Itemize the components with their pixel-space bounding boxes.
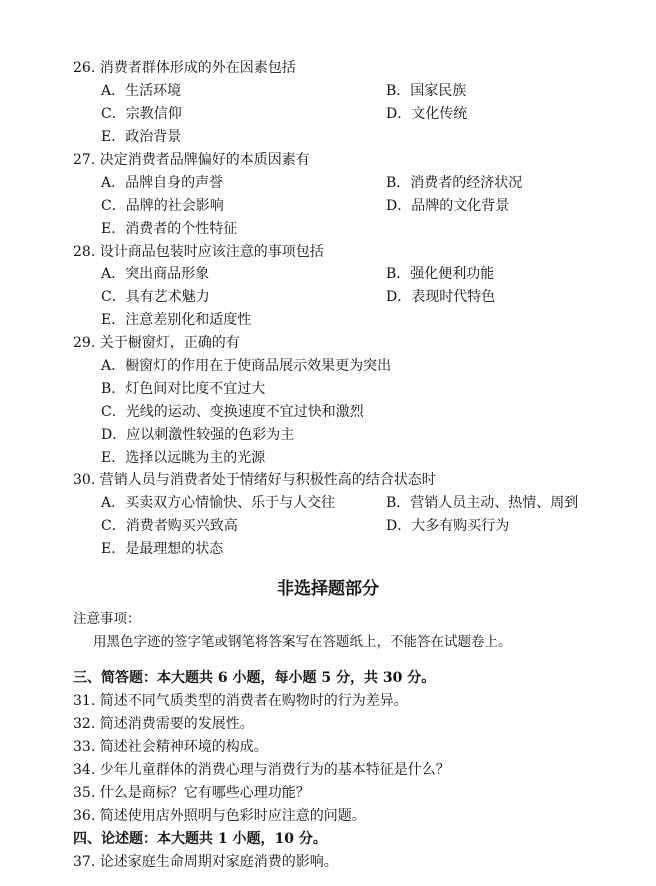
- part-3-heading: 三、简答题：本大题共 6 小题，每小题 5 分，共 30 分。: [73, 670, 436, 686]
- question-text: 简述使用店外照明与色彩时应注意的问题。: [99, 808, 366, 824]
- option-b: B．消费者的经济状况: [386, 175, 523, 191]
- option-b: B．灯色间对比度不宜过大: [101, 381, 266, 397]
- option-d: D．应以刺激性较强的色彩为主: [101, 427, 295, 443]
- option-c: C．宗教信仰: [101, 106, 182, 122]
- question-37: [73, 853, 338, 871]
- question-stem: 决定消费者品牌偏好的本质因素有: [99, 152, 310, 168]
- question-text: 简述消费需要的发展性。: [99, 716, 254, 732]
- option-e: E．政治背景: [101, 129, 182, 145]
- question-text: 什么是商标？它有哪些心理功能？: [99, 785, 310, 801]
- option-e: E．消费者的个性特征: [101, 221, 238, 237]
- question-36: [73, 807, 366, 825]
- option-d: D．大多有购买行为: [386, 518, 510, 534]
- question-number: 31.: [73, 693, 96, 709]
- part-4-heading: 四、论述题：本大题共 1 小题，10 分。: [73, 831, 327, 847]
- question-number: 34.: [73, 762, 96, 778]
- option-c: C．消费者购买兴致高: [101, 518, 238, 534]
- question-28: [73, 243, 324, 261]
- section-title: 非选择题部分: [277, 579, 379, 599]
- question-31: [73, 692, 408, 710]
- option-d: D．文化传统: [386, 106, 468, 122]
- option-d: D．品牌的文化背景: [386, 198, 510, 214]
- question-stem: 营销人员与消费者处于情绪好与积极性高的结合状态时: [99, 472, 436, 488]
- option-b: B．强化便利功能: [386, 266, 495, 282]
- question-stem: 设计商品包装时应该注意的事项包括: [99, 244, 324, 260]
- question-text: 论述家庭生命周期对家庭消费的影响。: [99, 854, 338, 870]
- question-number: 32.: [73, 716, 96, 732]
- option-c: C．品牌的社会影响: [101, 198, 224, 214]
- option-c: C．具有艺术魅力: [101, 289, 210, 305]
- question-33: [73, 738, 268, 756]
- question-30: [73, 471, 436, 489]
- option-b: B．营销人员主动、热情、周到: [386, 495, 579, 511]
- option-a: A．橱窗灯的作用在于使商品展示效果更为突出: [101, 358, 392, 374]
- option-d: D．表现时代特色: [386, 289, 496, 305]
- option-c: C．光线的运动、变换速度不宜过快和激烈: [101, 404, 364, 420]
- question-27: [73, 151, 310, 169]
- question-stem: 消费者群体形成的外在因素包括: [99, 60, 296, 76]
- question-35: [73, 784, 310, 802]
- question-text: 简述不同气质类型的消费者在购物时的行为差异。: [99, 693, 408, 709]
- option-a: A．生活环境: [101, 83, 182, 99]
- question-text: 少年儿童群体的消费心理与消费行为的基本特征是什么？: [99, 762, 450, 778]
- option-a: A．买卖双方心情愉快、乐于与人交往: [101, 495, 336, 511]
- notice-body: 用黑色字迹的签字笔或钢笔将答案写在答题纸上，不能答在试题卷上。: [93, 634, 512, 650]
- question-29: [73, 334, 240, 352]
- option-e: E．注意差别化和适度性: [101, 312, 252, 328]
- question-32: [73, 715, 254, 733]
- question-number: 28.: [73, 244, 96, 260]
- question-stem: 关于橱窗灯，正确的有: [99, 335, 240, 351]
- question-number: 37.: [73, 854, 96, 870]
- question-34: [73, 761, 450, 779]
- notice-heading: 注意事项：: [73, 611, 141, 627]
- option-e: E．是最理想的状态: [101, 541, 224, 557]
- question-number: 29.: [73, 335, 96, 351]
- option-a: A．品牌自身的声誉: [101, 175, 224, 191]
- question-number: 30.: [73, 472, 96, 488]
- option-e: E．选择以远眺为主的光源: [101, 450, 266, 466]
- option-b: B．国家民族: [386, 83, 467, 99]
- question-number: 26.: [73, 60, 96, 76]
- question-number: 36.: [73, 808, 96, 824]
- question-number: 35.: [73, 785, 96, 801]
- question-number: 33.: [73, 739, 96, 755]
- question-26: [73, 59, 296, 77]
- question-number: 27.: [73, 152, 96, 168]
- question-text: 简述社会精神环境的构成。: [99, 739, 268, 755]
- option-a: A．突出商品形象: [101, 266, 210, 282]
